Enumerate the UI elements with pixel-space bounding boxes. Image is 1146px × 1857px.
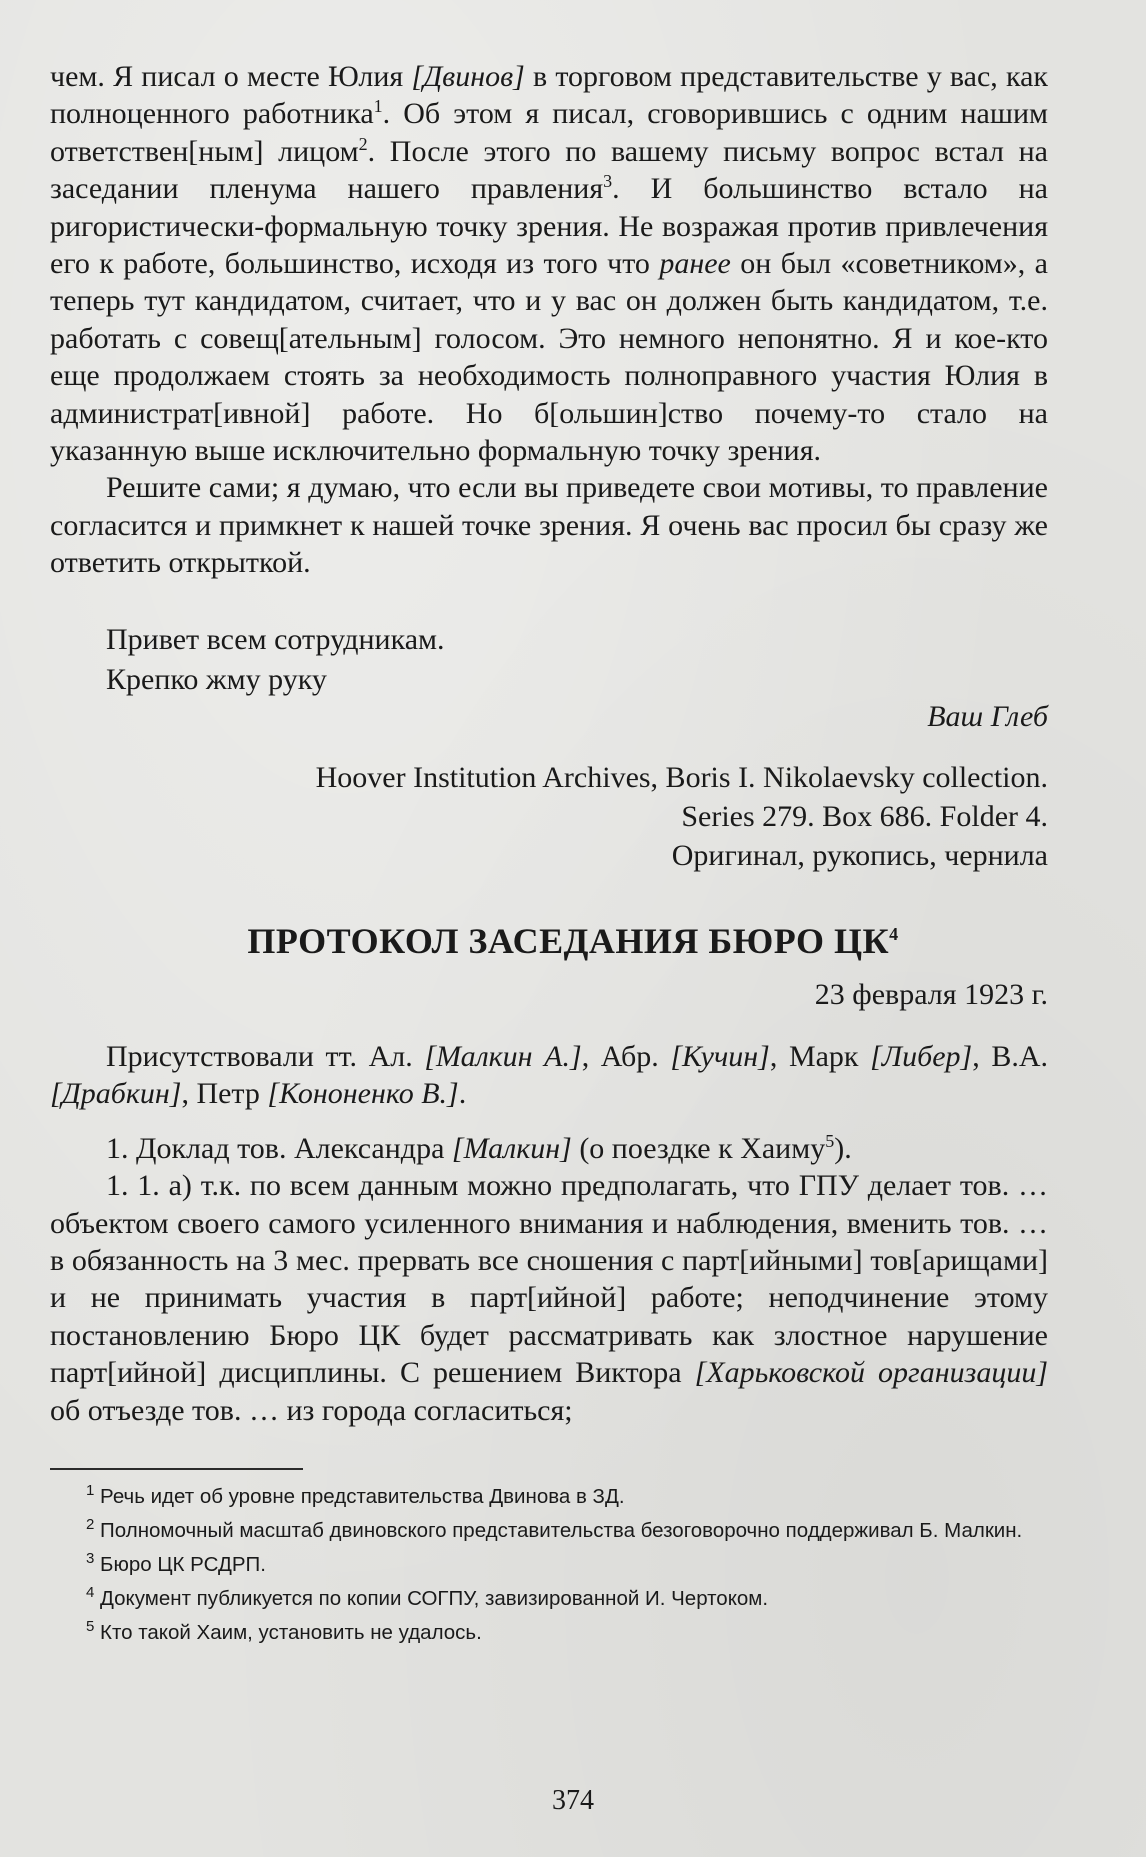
footnotes xyxy=(50,1480,1048,1650)
letter-greeting: Привет всем сотрудникам. xyxy=(106,623,445,656)
section-heading xyxy=(0,920,1146,962)
archive-line-2: Series 279. Box 686. Folder 4. xyxy=(681,800,1048,833)
protocol-date: 23 февраля 1923 г. xyxy=(814,978,1048,1011)
footnote-3: $^3$ Бюро ЦК РСДРП. xyxy=(86,1550,266,1576)
footnote-5: $^5$ Кто такой Хаим, установить не удалось. xyxy=(86,1618,482,1644)
page-number: 374 xyxy=(552,1785,594,1816)
letter-body xyxy=(50,58,1048,582)
archive-reference xyxy=(316,758,1048,875)
letter-paragraph-1: чем. Я писал о месте Юлия [Двинов] в торговом представительстве у вас, как полноценного работника$^1$. Об этом я писал, сговорившись с одним нашим ответствен[ным] лицом$^2$. После этого по вашему письму вопрос встал на заседании пленума нашего правления$^3$. И большинство встало на ригористически-формальную точку зрения. Не возражая против привлечения его к работе, большинство, исходя из того что ранее он был «советником», а теперь тут кандидатом, считает, что и у вас он должен быть кандидатом, т.е. работать с совещ[ательным] голосом. Это немного непонятно. Я и кое-кто еще продолжаем стоять за необходимость полноправного участия Юлия в администрат[ивной] работе. Но б[ольшин]ство почему-то стало на указанную выше исключительно формальную точку зрения. xyxy=(50,60,1049,468)
protocol-attendees: Присутствовали тт. Ал. [Малкин А.], Абр. [Кучин], Марк [Либер], В.А. [Драбкин], Петр [Кононенко В.]. xyxy=(50,1040,1048,1111)
section-heading-footnote-mark: 4 xyxy=(889,924,899,944)
footnote-divider xyxy=(50,1468,303,1470)
archive-line-3: Оригинал, рукопись, чернила xyxy=(671,839,1048,872)
letter-signature: Ваш Глеб xyxy=(927,700,1048,733)
archive-line-1: Hoover Institution Archives, Boris I. Nikolaevsky collection. xyxy=(315,761,1048,794)
protocol-item-1-1: 1. 1. а) т.к. по всем данным можно предполагать, что ГПУ делает тов. … объектом своего самого усиленного внимания и наблюдения, вменить тов. … в обязанность на 3 мес. прервать все сношения с парт[ийными] тов[арищами] и не принимать участия в парт[ийной] работе; неподчинение этому постановлению Бюро ЦК будет рассматривать как злостное нарушение парт[ийной] дисциплины. С решением Виктора [Харьковской организации] об отъезде тов. … из города согласиться; xyxy=(50,1169,1049,1427)
letter-paragraph-2: Решите сами; я думаю, что если вы приведете свои мотивы, то правление согласится и примкнет к нашей точке зрения. Я очень вас просил бы сразу же ответить открыткой. xyxy=(50,471,1048,580)
letter-closing xyxy=(50,620,1048,700)
section-heading-text: ПРОТОКОЛ ЗАСЕДАНИЯ БЮРО ЦК xyxy=(247,921,890,961)
protocol-body xyxy=(50,1038,1048,1429)
footnote-1: $^1$ Речь идет об уровне представительства Двинова в ЗД. xyxy=(86,1482,625,1508)
footnote-4: $^4$ Документ публикуется по копии СОГПУ, завизированной И. Чертоком. xyxy=(86,1584,769,1610)
protocol-item-1: 1. Доклад тов. Александра [Малкин] (о поездке к Хаиму$^5$). xyxy=(106,1130,852,1165)
letter-closing-phrase: Крепко жму руку xyxy=(106,663,327,696)
footnote-2: $^2$ Полномочный масштаб двиновского представительства безоговорочно поддерживал Б. Малкин. xyxy=(86,1516,1023,1542)
